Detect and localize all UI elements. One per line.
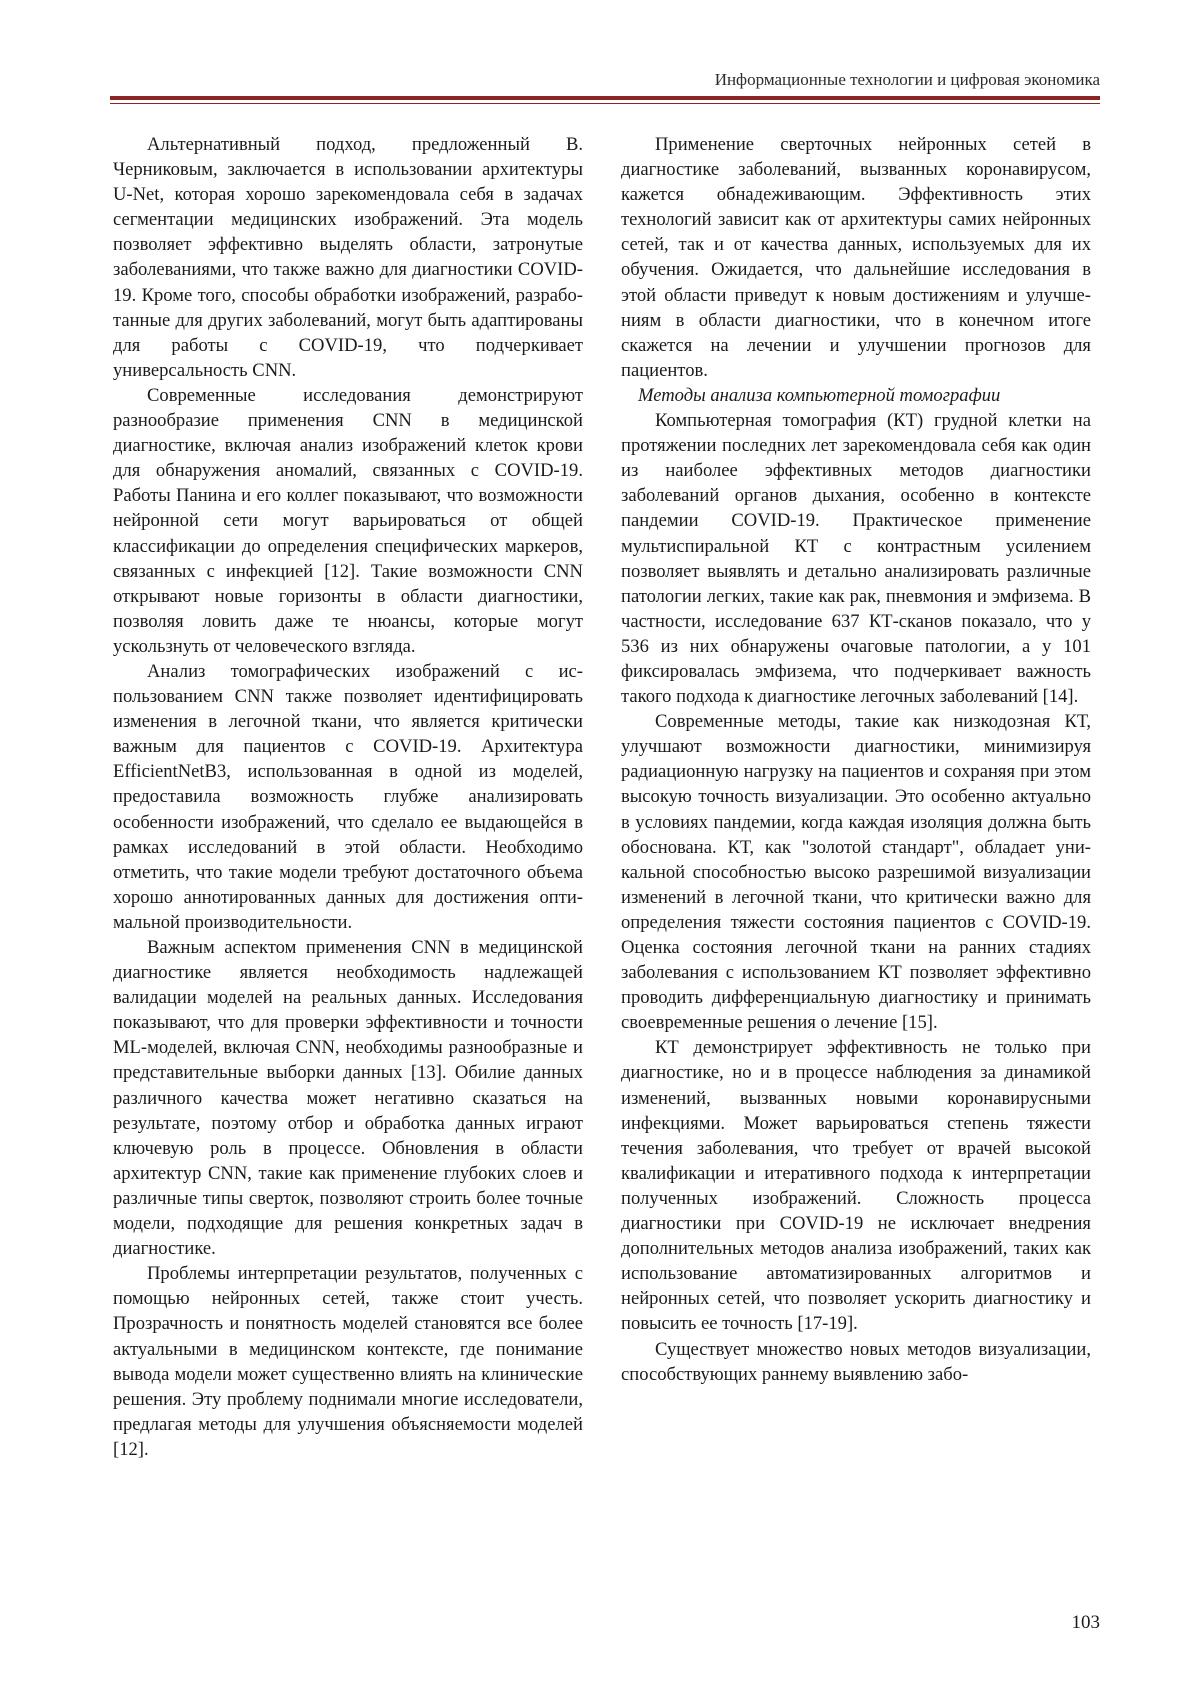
header-rule-thick — [110, 96, 1100, 100]
section-subheading: Методы анализа компьютерной томографии — [638, 384, 1001, 406]
body-paragraph: Применение сверточных нейронных сетей в диагностике заболеваний, вызванных коронавирусом, кажется обнадеживающим. Эффективность этих технологий зависит как от архитектуры самих нейронных сетей, так и от качества данных, используемых для их обучения. Ожидается, что дальнейшие исследования в этой области приведут к новым достижениям и улучшениям в области диагностики, что в конечном итоге скажется на лечении и улучшении прогнозов для пациентов. — [621, 134, 1091, 381]
body-paragraph: Важным аспектом применения CNN в медицинской диагностике является необходимость надлежащей валидации моделей на реальных данных. Исследования показывают, что для проверки эффективности и точности ML-моделей, включая CNN, необходимы разнообразные и представительные выборки данных [13]. Обилие данных различного качества может негативно сказаться на результате, поэтому отбор и обработка данных играют ключевую роль в процессе. Обновления в области архитектур CNN, такие как применение глубоких слоев и различные типы сверток, позволяют строить более точные модели, подходящие для решения конкретных задач в диагностике. — [113, 937, 583, 1260]
page-number: 103 — [1071, 1612, 1100, 1633]
body-paragraph: Современные методы, такие как низкодозная КТ, улучшают возможности диагностики, минимизируя радиационную нагрузку на пациентов и сохраняя при этом высокую точность визуализации. Это особенно актуально в условиях пандемии, когда каждая изоляция должна быть обоснована. КТ, как "золотой стандарт", обладает уникальной способностью высоко разрешимой визуализации изменений в легочной ткани, что критически важно для определения тяжести состояния пациентов с COVID-19. Оценка состояния легочной ткани на ранних стадиях заболевания с использованием КТ позволяет эффективно проводить дифференциальную диагностику и принимать своевременные решения о лечение [15]. — [621, 711, 1091, 1034]
body-paragraph: Современные исследования демонстрируют разнообразие применения CNN в медицинской диагностике, включая анализ изображений клеток крови для обнаружения аномалий, связанных с COVID-19. Работы Панина и его коллег показывают, что возможности нейронной сети могут варьироваться от общей классификации до определения специфических маркеров, связанных с инфекцией [12]. Такие возможности CNN открывают новые горизонты в области диагностики, позволяя ловить даже те нюансы, которые могут ускользнуть от человеческого взгляда. — [113, 384, 583, 657]
body-paragraph: КТ демонстрирует эффективность не только при диагностике, но и в процессе наблюдения за динамикой изменений, вызванных новыми коронавирусными инфекциями. Может варьироваться степень тяжести течения заболевания, что требует от врачей высокой квалификации и итеративного подхода к интерпретации полученных изображений. Сложность процесса диагностики при COVID-19 не исключает внедрения дополнительных методов анализа изображений, таких как использование автоматизированных алгоритмов и нейронных сетей, что позволяет ускорить диагностику и повысить ее точность [17-19]. — [621, 1037, 1091, 1335]
body-paragraph: Существует множество новых методов визуализации, способствующих раннему выявлению забо- — [621, 1338, 1091, 1385]
running-header: Информационные технологии и цифровая экономика — [714, 70, 1100, 89]
right-column — [621, 132, 1091, 1387]
left-column — [113, 132, 583, 1462]
header-rule-thin — [110, 103, 1100, 104]
body-paragraph: Анализ томографических изображений с использованием CNN также позволяет идентифицировать изменения в легочной ткани, что является критически важным для пациентов с COVID-19. Архитектура EfficientNetB3, использованная в одной из моделей, предоставила возможность глубже анализировать особенности изображений, что сделало ее выдающейся в рамках исследований в этой области. Необходимо отметить, что такие модели требуют достаточного объема хорошо аннотированных данных для достижения оптимальной производительности. — [113, 660, 583, 933]
body-paragraph: Проблемы интерпретации результатов, полученных с помощью нейронных сетей, также стоит учесть. Прозрачность и понятность моделей становятся все более актуальными в медицинском контексте, где понимание вывода модели может существенно влиять на клинические решения. Эту проблему поднимали многие исследователи, предлагая методы для улучшения объясняемости моделей [12]. — [113, 1263, 583, 1460]
body-paragraph: Компьютерная томография (КТ) грудной клетки на протяжении последних лет зарекомендовала себя как один из наиболее эффективных методов диагностики заболеваний органов дыхания, особенно в контексте пандемии COVID-19. Практическое применение мультиспиральной КТ с контрастным усилением позволяет выявлять и детально анализировать различные патологии легких, такие как рак, пневмония и эмфизема. В частности, исследование 637 КТ-сканов показало, что у 536 из них обнаружены очаговые патологии, а у 101 фиксировалась эмфизема, что подчеркивает важность такого подхода к диагностике легочных заболеваний [14]. — [621, 410, 1091, 708]
body-paragraph: Альтернативный подход, предложенный В. Черниковым, заключается в использовании архитектуры U-Net, которая хорошо зарекомендовала себя в задачах сегментации медицинских изображений. Эта модель позволяет эффективно выделять области, затронутые заболеваниями, что также важно для диагностики COVID-19. Кроме того, способы обработки изображений, разработанные для других заболеваний, могут быть адаптированы для работы с COVID-19, что подчеркивает универсальность CNN. — [113, 134, 583, 381]
